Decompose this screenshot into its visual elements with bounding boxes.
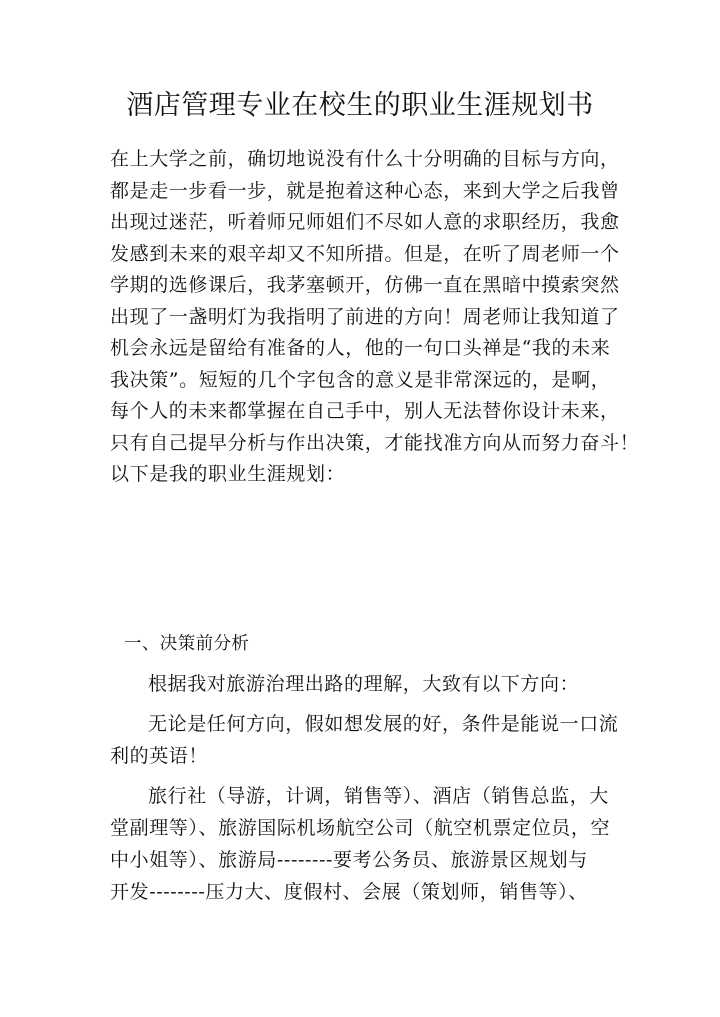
intro-line: 发感到未来的艰辛却又不知所措。但是，在听了周老师一个 — [110, 242, 620, 265]
section-paragraph-directions: 根据我对旅游治理出路的理解，大致有以下方向： — [148, 673, 580, 695]
intro-line: 我决策”。短短的几个字包含的意义是非常深远的，是啊， — [110, 368, 611, 391]
intro-line: 都是走一步看一步，就是抱着这种心态，来到大学之后我曾 — [110, 179, 620, 202]
intro-line: 以下是我的职业生涯规划： — [110, 463, 346, 485]
section-paragraph-careers: 开发--------压力大、度假村、会展（策划师，销售等）、 — [110, 881, 588, 903]
intro-line: 在上大学之前，确切地说没有什么十分明确的目标与方向， — [110, 148, 620, 170]
section-paragraph-careers: 堂副理等）、旅游国际机场航空公司（航空机票定位员，空 — [110, 817, 611, 839]
section-paragraph-careers: 旅行社（导游，计调，销售等）、酒店（销售总监，大 — [148, 785, 609, 807]
intro-paragraph — [110, 144, 640, 491]
intro-line: 只有自己提早分析与作出决策，才能找准方向从而努力奋斗！ — [110, 431, 640, 454]
intro-line: 每个人的未来都掌握在自己手中，别人无法替你设计未来， — [110, 400, 620, 422]
section-heading: 一、决策前分析 — [124, 634, 250, 654]
intro-line: 学期的选修课后，我茅塞顿开，仿佛一直在黑暗中摸索突然 — [110, 274, 620, 296]
section-paragraph-english: 利的英语！ — [110, 745, 209, 767]
intro-line: 出现过迷茫，听着师兄师姐们不尽如人意的求职经历，我愈 — [110, 211, 620, 233]
intro-line: 机会永远是留给有准备的人，他的一句口头禅是“我的未来 — [110, 337, 611, 359]
section-decision-analysis — [110, 628, 630, 908]
document-title: 酒店管理专业在校生的职业生涯规划书 — [126, 90, 594, 121]
intro-line: 出现了一盏明灯为我指明了前进的方向！周老师让我知道了 — [110, 305, 620, 328]
section-paragraph-careers: 中小姐等）、旅游局--------要考公务员、旅游景区规划与 — [110, 849, 588, 871]
section-paragraph-english: 无论是任何方向，假如想发展的好，条件是能说一口流 — [148, 713, 619, 735]
